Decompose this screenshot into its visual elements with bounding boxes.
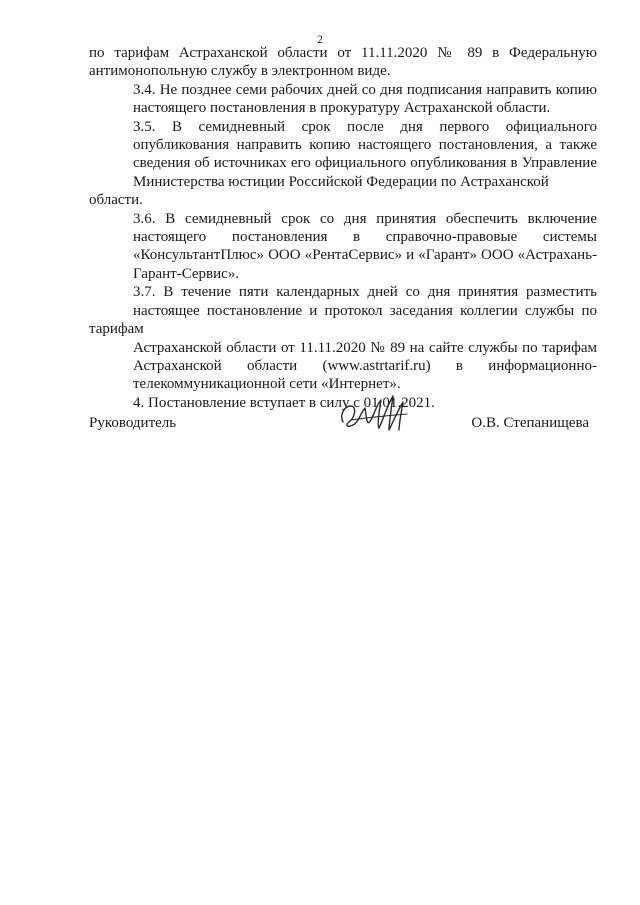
- text-line: по тарифам Астраханской области от 11.11.2020 № 89 в Федеральную: [89, 45, 597, 61]
- text-line: Министерства юстиции Российской Федерации по Астраханской области.: [89, 173, 549, 209]
- text-line: настоящее постановление и протокол заседания коллегии службы по тарифам: [89, 302, 597, 338]
- signatory-role: Руководитель: [89, 415, 177, 431]
- text-line: настоящего постановления в прокуратуру Астраханской области.: [133, 100, 551, 117]
- signature-block: [89, 394, 597, 444]
- text-line: настоящего постановления в справочно-правовые системы: [133, 229, 597, 246]
- text-line: опубликования направить копию настоящего постановления, а также: [133, 137, 597, 154]
- text-line: телекоммуникационной сети «Интернет».: [133, 376, 401, 393]
- paragraph-p-3-5: [89, 118, 597, 210]
- document-body: [89, 44, 597, 412]
- signatory-name: О.В. Степанищева: [471, 415, 589, 431]
- text-line: 3.7. В течение пяти календарных дней со дня принятия разместить: [133, 284, 597, 301]
- page-number: 2: [317, 32, 323, 46]
- paragraph-p-3-6: [89, 210, 597, 284]
- text-line: 3.4. Не позднее семи рабочих дней со дня подписания направить копию: [133, 81, 597, 98]
- text-line: Гарант-Сервис».: [133, 265, 240, 282]
- text-line: 3.5. В семидневный срок после дня первого официального: [133, 118, 597, 135]
- handwritten-signature-icon: [337, 392, 413, 436]
- text-line: антимонопольную службу в электронном виде.: [89, 63, 391, 80]
- text-line: 4. Постановление вступает в силу с 01.01.2021.: [133, 394, 435, 411]
- paragraph-p-3-4: [89, 81, 597, 118]
- text-line: «КонсультантПлюс» ООО «РентаСервис» и «Гарант» ООО «Астрахань-: [133, 247, 597, 264]
- text-line: Астраханской области от 11.11.2020 № 89 на сайте службы по тарифам: [133, 339, 597, 356]
- text-line: сведения об источниках его официального опубликования в Управление: [133, 155, 597, 172]
- paragraph-p-3-7: [89, 283, 597, 393]
- text-line: 3.6. В семидневный срок со дня принятия обеспечить включение: [133, 210, 597, 227]
- paragraph-p-cont: [89, 44, 597, 81]
- text-line: Астраханской области (www.astrtarif.ru) в информационно-: [133, 357, 597, 374]
